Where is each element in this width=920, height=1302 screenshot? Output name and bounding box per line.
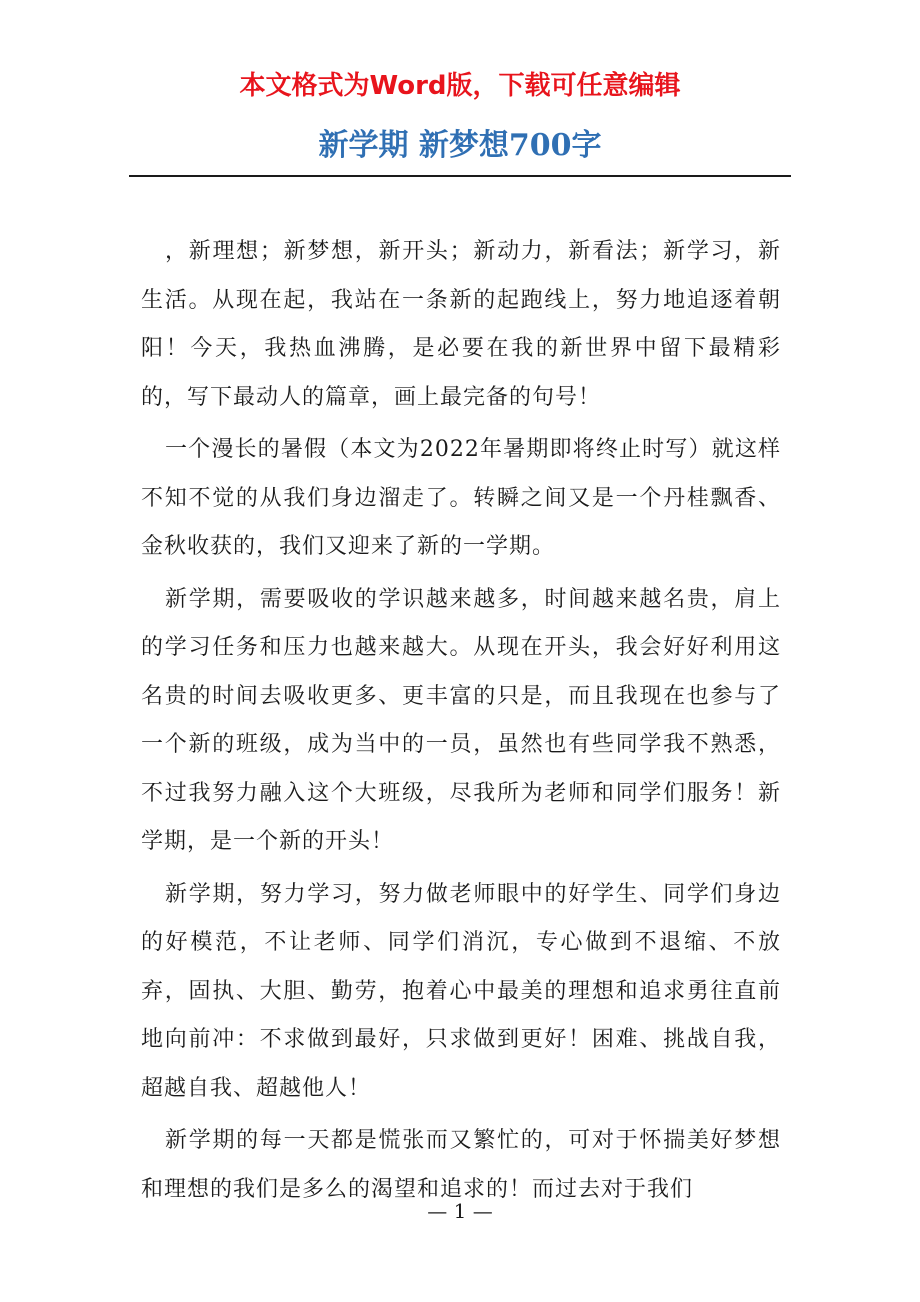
paragraph-5: 新学期的每一天都是慌张而又繁忙的，可对于怀揣美好梦想和理想的我们是多么的渴望和追求的！而过去对于我们 [141, 1128, 781, 1202]
page-number: — 1 — [427, 1199, 493, 1223]
page-title: 新学期 新梦想700字 [318, 128, 602, 163]
paragraph-3: 新学期，需要吸收的学识越来越多，时间越来越名贵，肩上的学习任务和压力也越来越大。从现在开头，我会好好利用这名贵的时间去吸收更多、更丰富的只是，而且我现在也参与了一个新的班级，成为当中的一员，虽然也有些同学我不熟悉，不过我努力融入这个大班级，尽我所为老师和同学们服务！新学期，是一个新的开头！ [141, 586, 781, 854]
download-banner: 本文格式为Word版，下载可任意编辑 [239, 71, 681, 101]
paragraph-4: 新学期，努力学习，努力做老师眼中的好学生、同学们身边的好模范，不让老师、同学们消沉，专心做到不退缩、不放弃，固执、大胆、勤劳，抱着心中最美的理想和追求勇往直前地向前冲：不求做到最好，只求做到更好！困难、挑战自我，超越自我、超越他人！ [141, 881, 781, 1101]
document-body [141, 228, 781, 1218]
paragraph-1: ，新理想；新梦想，新开头；新动力，新看法；新学习，新生活。从现在起，我站在一条新的起跑线上，努力地追逐着朝阳！今天，我热血沸腾，是必要在我的新世界中留下最精彩的，写下最动人的篇章，画上最完备的句号！ [141, 239, 781, 410]
paragraph-2: 一个漫长的暑假（本文为2022年暑期即将终止时写）就这样不知不觉的从我们身边溜走了。转瞬之间又是一个丹桂飘香、金秋收获的，我们又迎来了新的一学期。 [141, 437, 781, 559]
title-divider [129, 175, 791, 177]
